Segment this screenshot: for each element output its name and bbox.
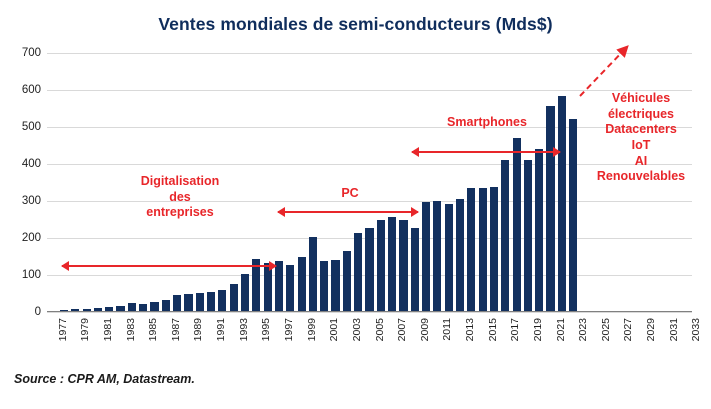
annotation-line: Digitalisation <box>140 174 220 188</box>
x-axis-tick-label: 1979 <box>79 318 92 342</box>
bar <box>196 293 204 312</box>
bar <box>207 292 215 312</box>
bar <box>569 119 577 312</box>
x-axis-tick-label: 2031 <box>667 318 680 342</box>
x-axis-tick-label: 2027 <box>622 318 635 342</box>
bar <box>501 160 509 312</box>
y-axis-tick-label: 700 <box>21 47 41 59</box>
bar <box>354 233 362 312</box>
bar <box>524 160 532 312</box>
bar <box>377 220 385 312</box>
annotation-line: Véhicules <box>611 91 671 105</box>
x-axis-tick-label: 1977 <box>56 318 69 342</box>
x-axis-tick-label: 2009 <box>418 318 431 342</box>
annotation-line: des <box>169 189 191 204</box>
x-axis-tick-label: 2017 <box>509 318 522 342</box>
annotation-arrow-smartphones <box>412 151 560 153</box>
x-axis-line <box>47 311 692 312</box>
x-axis-tick-label: 1985 <box>147 318 160 342</box>
x-axis-tick-label: 2023 <box>577 318 590 342</box>
bar <box>479 188 487 312</box>
annotation-arrow-digitalisation <box>62 265 276 267</box>
annotation-arrow-pc <box>278 211 418 213</box>
x-axis-tick-label: 1993 <box>237 318 250 342</box>
bar <box>230 284 238 312</box>
annotation-line: Renouvelables <box>596 169 686 184</box>
y-axis-tick-label: 100 <box>21 269 41 281</box>
y-axis-tick-label: 500 <box>21 121 41 133</box>
annotation-pc <box>305 186 395 202</box>
x-axis-tick-label: 2003 <box>350 318 363 342</box>
x-axis-tick-label: 1989 <box>192 318 205 342</box>
annotation-line: PC <box>341 186 359 200</box>
x-axis-tick-label: 2001 <box>328 318 341 342</box>
y-axis-tick-label: 300 <box>21 195 41 207</box>
x-axis-tick-label: 2005 <box>373 318 386 342</box>
annotation-line: IoT <box>631 137 651 152</box>
annotation-line: Smartphones <box>447 115 527 129</box>
x-axis-tick-label: 1991 <box>215 318 228 342</box>
bar <box>456 199 464 312</box>
bar <box>286 265 294 312</box>
x-axis-tick-label: 2033 <box>690 318 703 342</box>
bar <box>173 295 181 312</box>
bar <box>467 188 475 312</box>
bar <box>241 274 249 312</box>
gridline <box>47 312 692 313</box>
bar <box>309 237 317 312</box>
annotation-arrow-vehicules-electriques <box>572 40 642 100</box>
bar <box>399 220 407 312</box>
x-axis-tick-label: 2007 <box>396 318 409 342</box>
y-axis-tick-label: 600 <box>21 84 41 96</box>
bar <box>218 290 226 312</box>
bar <box>433 201 441 312</box>
x-axis-tick-label: 1983 <box>124 318 137 342</box>
x-axis-tick-label: 2019 <box>531 318 544 342</box>
annotation-line: entreprises <box>146 205 214 220</box>
bar <box>331 260 339 312</box>
x-axis-tick-label: 2021 <box>554 318 567 342</box>
bar <box>365 228 373 312</box>
annotation-digitalisation <box>110 174 250 221</box>
bar <box>513 138 521 312</box>
bar <box>320 261 328 312</box>
source-note: Source : CPR AM, Datastream. <box>14 372 195 386</box>
x-axis-tick-label: 2015 <box>486 318 499 342</box>
bar <box>343 251 351 312</box>
x-axis-tick-label: 2025 <box>599 318 612 342</box>
bar <box>535 149 543 312</box>
chart-title: Ventes mondiales de semi-conducteurs (Mds$) <box>158 14 553 34</box>
x-axis-tick-label: 1981 <box>101 318 114 342</box>
x-axis-tick-label: 2013 <box>464 318 477 342</box>
y-axis-tick-label: 400 <box>21 158 41 170</box>
bar <box>546 106 554 312</box>
bar <box>411 228 419 312</box>
bar <box>388 217 396 312</box>
annotation-line: AI <box>634 153 648 168</box>
x-axis-tick-label: 1987 <box>169 318 182 342</box>
bar <box>445 204 453 312</box>
y-axis-tick-label: 200 <box>21 232 41 244</box>
y-axis-tick-label: 0 <box>34 306 41 318</box>
x-axis-tick-label: 2029 <box>645 318 658 342</box>
bar <box>422 202 430 312</box>
x-axis-ticks <box>47 314 703 364</box>
annotation-line: électriques <box>607 106 674 121</box>
annotation-line: Datacenters <box>605 122 677 137</box>
x-axis-tick-label: 1997 <box>282 318 295 342</box>
bar <box>490 187 498 312</box>
annotation-vehicules-electriques <box>578 91 704 185</box>
x-axis-tick-label: 1999 <box>305 318 318 342</box>
annotation-smartphones <box>412 115 562 131</box>
x-axis-tick-label: 2011 <box>441 318 454 341</box>
bar <box>298 257 306 312</box>
x-axis-tick-label: 1995 <box>260 318 273 342</box>
bar <box>184 294 192 312</box>
